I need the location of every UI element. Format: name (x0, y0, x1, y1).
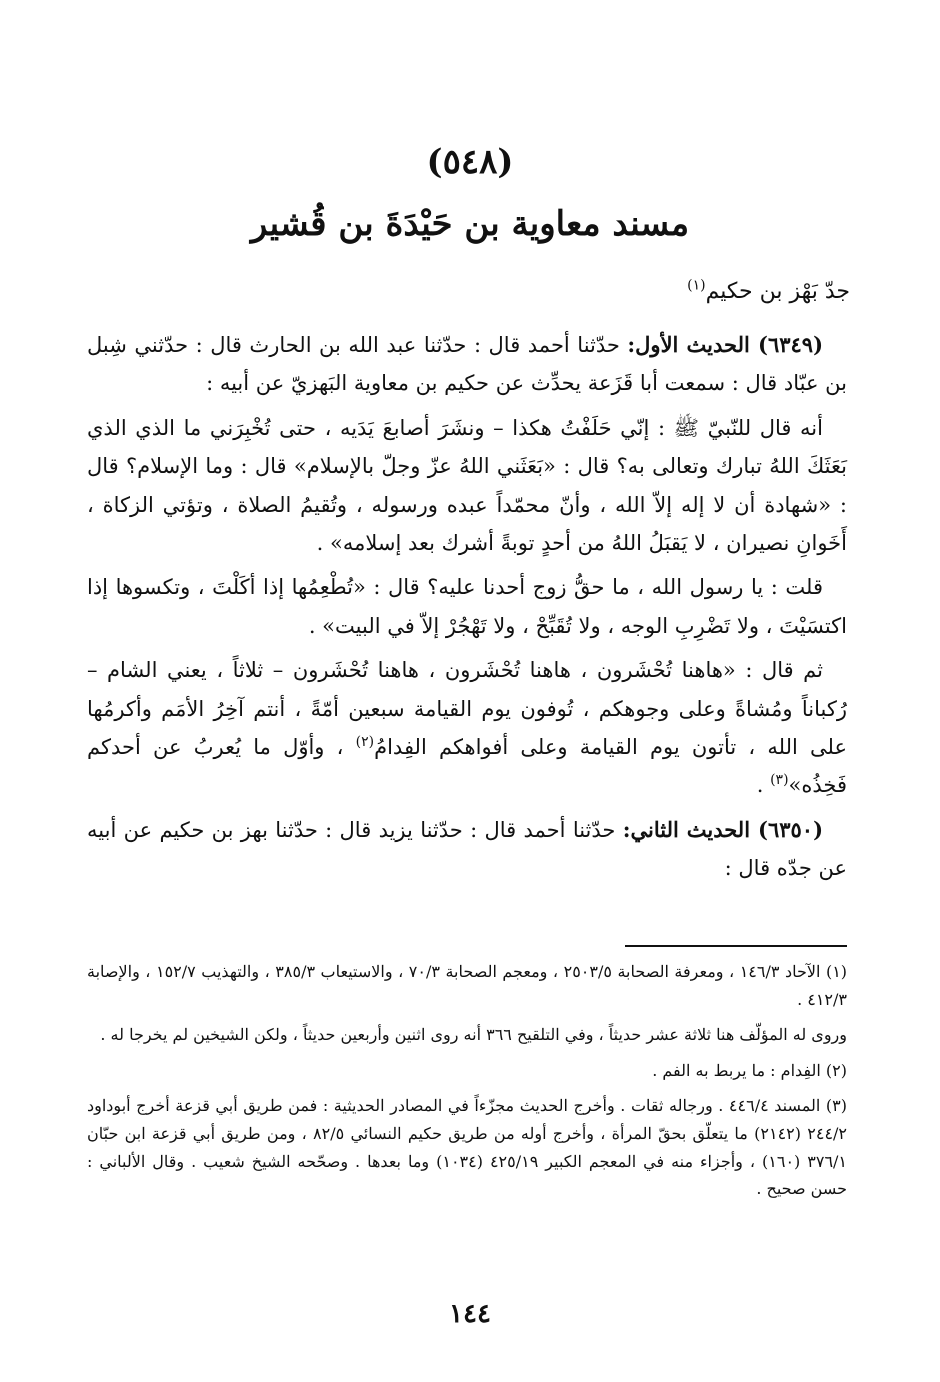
page-title: مسند معاوية بن حَيْدَةَ بن قُشير (250, 204, 690, 244)
intro-line (687, 272, 850, 312)
paragraph-text: حدّثنا أحمد قال : حدّثنا يزيد قال : حدّثنا بهز بن حكيم عن أبيه عن جدّه قال : (87, 817, 847, 881)
chapter-number: (٥٤٨) (426, 142, 514, 182)
paragraph-text: . (756, 773, 771, 798)
paragraph-text: ، وأوّل ما يُعربُ عن أحدكم فَخِذُه» (87, 735, 847, 798)
paragraph-text: قلت : يا رسول الله ، ما حقُّ زوج أحدنا عليه؟ قال : «تُطْعِمُها إذا أكَلْتَ ، وتكسوها إذا اكتسَيْتَ ، ولا تَضْرِبِ الوجه ، ولا تُقَبِّحْ ، ولا تَهْجُرْ إلاّ في البيت» . (87, 575, 847, 638)
footnote-ref-2: (٢) (355, 734, 375, 751)
intro-text: جدّ بَهْز بن حكيم (705, 279, 850, 304)
footnote: وروى له المؤلّف هنا ثلاثة عشر حديثاً ، وفي التلقيح ٣٦٦ أنه روى اثنين وأربعين حديثاً ، ولكن الشيخين لم يخرجا له . (100, 1025, 847, 1045)
footnote: (٢) الفِدام : ما يربط به الفم . (652, 1060, 847, 1080)
paragraph-text: أنه قال للنّبيّ ﷺ : إنّي حَلَفْتُ هكذا – ونشَرَ أصابعَ يَدَيه ، حتى تُخْبِرَني ما الذي الذي بَعَثَكَ اللهُ تبارك وتعالى به؟ قال : «بَعَثَني اللهُ عزّ وجلّ بالإسلام» قال : وما الإسلام؟ قال : «شهادة أن لا إله إلاّ الله ، وأنّ محمّداً عبده ورسوله ، وتُقيمُ الصلاة ، وتؤتي الزكاة ، أَخَوانِ نصيران ، لا يَقبَلُ اللهُ من أحدٍ توبةً أشرك بعد إسلامه» . (87, 415, 847, 556)
main-text (87, 326, 847, 894)
footnote-ref-1: (١) (687, 277, 706, 294)
footnote: (٣) المسند ٤٤٦/٤ . ورجاله ثقات . وأخرج الحديث مجزّءاً في المصادر الحديثية : فمن طريق أبي قزعة أخرج أبوداود ٢٤٤/٢ (٢١٤٢) ما يتعلّق بحقّ المرأة ، وأخرج أوله من طريق حكيم النسائي ٨٢/٥ ، ومن طريق أبي قزعة ابن حبّان ٣٧٦/١ (١٦٠) ، وأجزاء منه في المعجم الكبير ٤٢٥/١٩ (١٠٣٤) وما بعدها . وصحّحه الشيخ شعيب . وقال الألباني : حسن صحيح . (87, 1096, 848, 1199)
footnote: (١) الآحاد ١٤٦/٣ ، ومعرفة الصحابة ٢٥٠٣/٥ ، ومعجم الصحابة ٧٠/٣ ، والاستيعاب ٣٨٥/٣ ، والتهذيب ١٥٢/٧ ، والإصابة ٤١٢/٣ . (87, 962, 848, 1009)
paragraph-text: ثم قال : «هاهنا تُحْشَرون ، هاهنا تُحْشَرون ، هاهنا تُحْشَرون – ثلاثاً ، يعني الشام – رُكباناً ومُشاةً وعلى وجوهكم ، تُوفون يوم القيامة سبعين أمّةً ، أنتم آخِرُ الأمَم وأكرمُها على الله ، تأتون يوم القيامة وعلى أفواهكم الفِدامُ (87, 658, 848, 760)
hadith-paragraph (87, 409, 847, 563)
hadith-paragraph (87, 326, 847, 403)
hadith-paragraph (87, 651, 847, 805)
hadith-label: (٦٣٤٩) الحديث الأول: (627, 332, 823, 357)
page-number: ١٤٤ (449, 1299, 491, 1329)
footnote-ref-3: (٣) (770, 772, 789, 789)
hadith-paragraph (87, 568, 847, 645)
footnotes (87, 958, 847, 1211)
hadith-label: (٦٣٥٠) الحديث الثاني: (622, 816, 823, 842)
paragraph-text: حدّثنا أحمد قال : حدّثنا عبد الله بن الحارث قال : حدّثني شِبل بن عبّاد قال : سمعت أبا قَزَعة يحدِّث عن حكيم بن معاوية البَهزيّ عن أبيه : (87, 333, 847, 396)
footnote-divider (625, 945, 847, 947)
hadith-paragraph (87, 811, 847, 888)
